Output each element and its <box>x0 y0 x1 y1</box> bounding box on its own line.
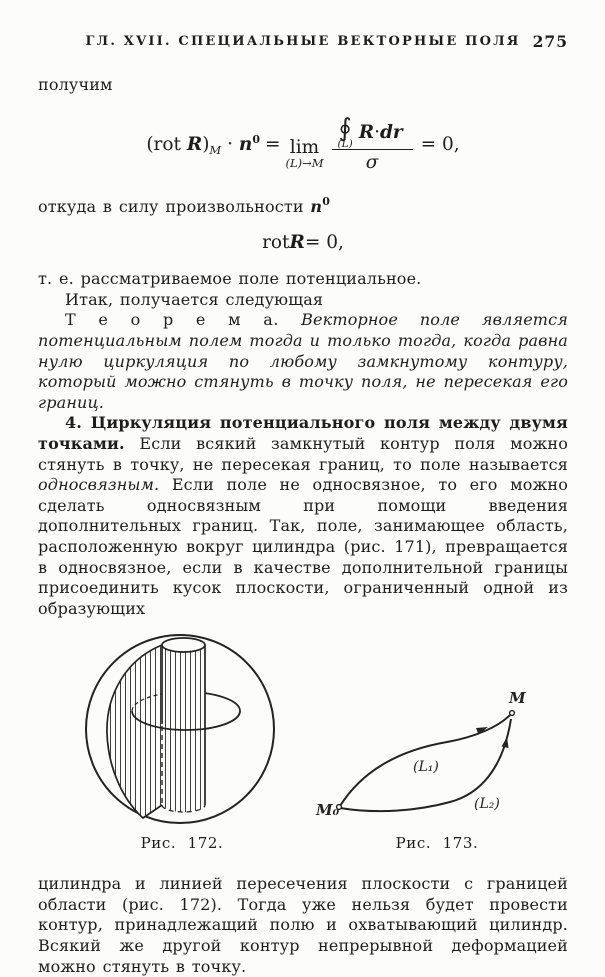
figure-173 <box>312 657 562 852</box>
label-M: M <box>509 689 526 708</box>
equals-sign: = <box>264 134 281 156</box>
lead-in-text: получим <box>38 75 113 94</box>
paragraph-itak: Итак, получается следующая <box>65 289 324 309</box>
limit-operator: lim (L)→M <box>285 136 324 171</box>
point-M <box>510 711 515 716</box>
fraction-numerator <box>332 112 413 151</box>
section4-heading: 4. Циркуляция потенциального поля между двумя точками. <box>38 413 568 453</box>
label-L2: (L₂) <box>474 796 500 813</box>
fraction-denominator: σ <box>365 152 379 174</box>
formula-tail: = 0, <box>420 134 460 156</box>
page-number: 275 <box>532 32 568 51</box>
contour-integral: ∮ (L) <box>337 112 353 150</box>
after-formula-text: откуда в силу произвольности $n^0$ <box>38 194 331 216</box>
oint-icon: ∮ <box>338 112 352 142</box>
fraction <box>332 112 413 175</box>
theorem-label: Т е о р е м а. <box>65 310 302 330</box>
theorem-paragraph <box>38 310 568 413</box>
sphere-cylinder-illustration <box>66 627 298 829</box>
formula-lhs: (rot $R)_M \cdot n^0$ <box>146 132 260 157</box>
page-header <box>38 34 568 49</box>
figure-172-caption: Рис. 172. <box>140 834 224 853</box>
figure-172 <box>66 627 298 852</box>
formula-rot-zero: rot R = 0, <box>262 231 344 253</box>
integrand: R·dr <box>358 121 403 143</box>
closing-paragraph: цилиндра и линией пересечения плоскости с границей области (рис. 172). Тогда уже нельзя будет провести контур, принадлежащий полю и охватывающий цилиндр. Всякий же другой контур непрерывной деформацией можно стянуть в точку. <box>38 874 568 976</box>
term-odnosvyaznym: односвязным. <box>38 475 160 495</box>
label-L1: (L₁) <box>413 759 439 776</box>
theorem-body: Векторное поле является потенциальным полем тогда и только тогда, когда равна нулю циркуляция по любому замкнутому контуру, который можно стянуть в точку поля, не пересекая его границ. <box>38 310 568 412</box>
figures-row <box>38 619 568 852</box>
section4-paragraph: 4. Циркуляция потенциального поля между двумя точками. Если всякий замкнутый контур поля можно стянуть в точку, не пересекая границ, то поле называется односвязным. Если поле не односвязное, то его можно сделать односвязным при помощи введения дополнительных границ. Так, поле, занимающее область, расположенную вокруг цилиндра (рис. 171), превращается в односвязное, если в качестве дополнительной границы присоединить кусок плоскости, ограниченный одной из образующих <box>38 413 568 618</box>
formula-rot-limit <box>38 106 568 184</box>
paragraph-potential-field: т. е. рассматриваемое поле потенциальное. <box>38 269 422 289</box>
chapter-title: ГЛ. XVII. СПЕЦИАЛЬНЫЕ ВЕКТОРНЫЕ ПОЛЯ <box>85 34 521 49</box>
label-M0: M₀ <box>316 801 340 820</box>
paths-illustration <box>312 657 562 829</box>
figure-173-caption: Рис. 173. <box>395 834 479 853</box>
